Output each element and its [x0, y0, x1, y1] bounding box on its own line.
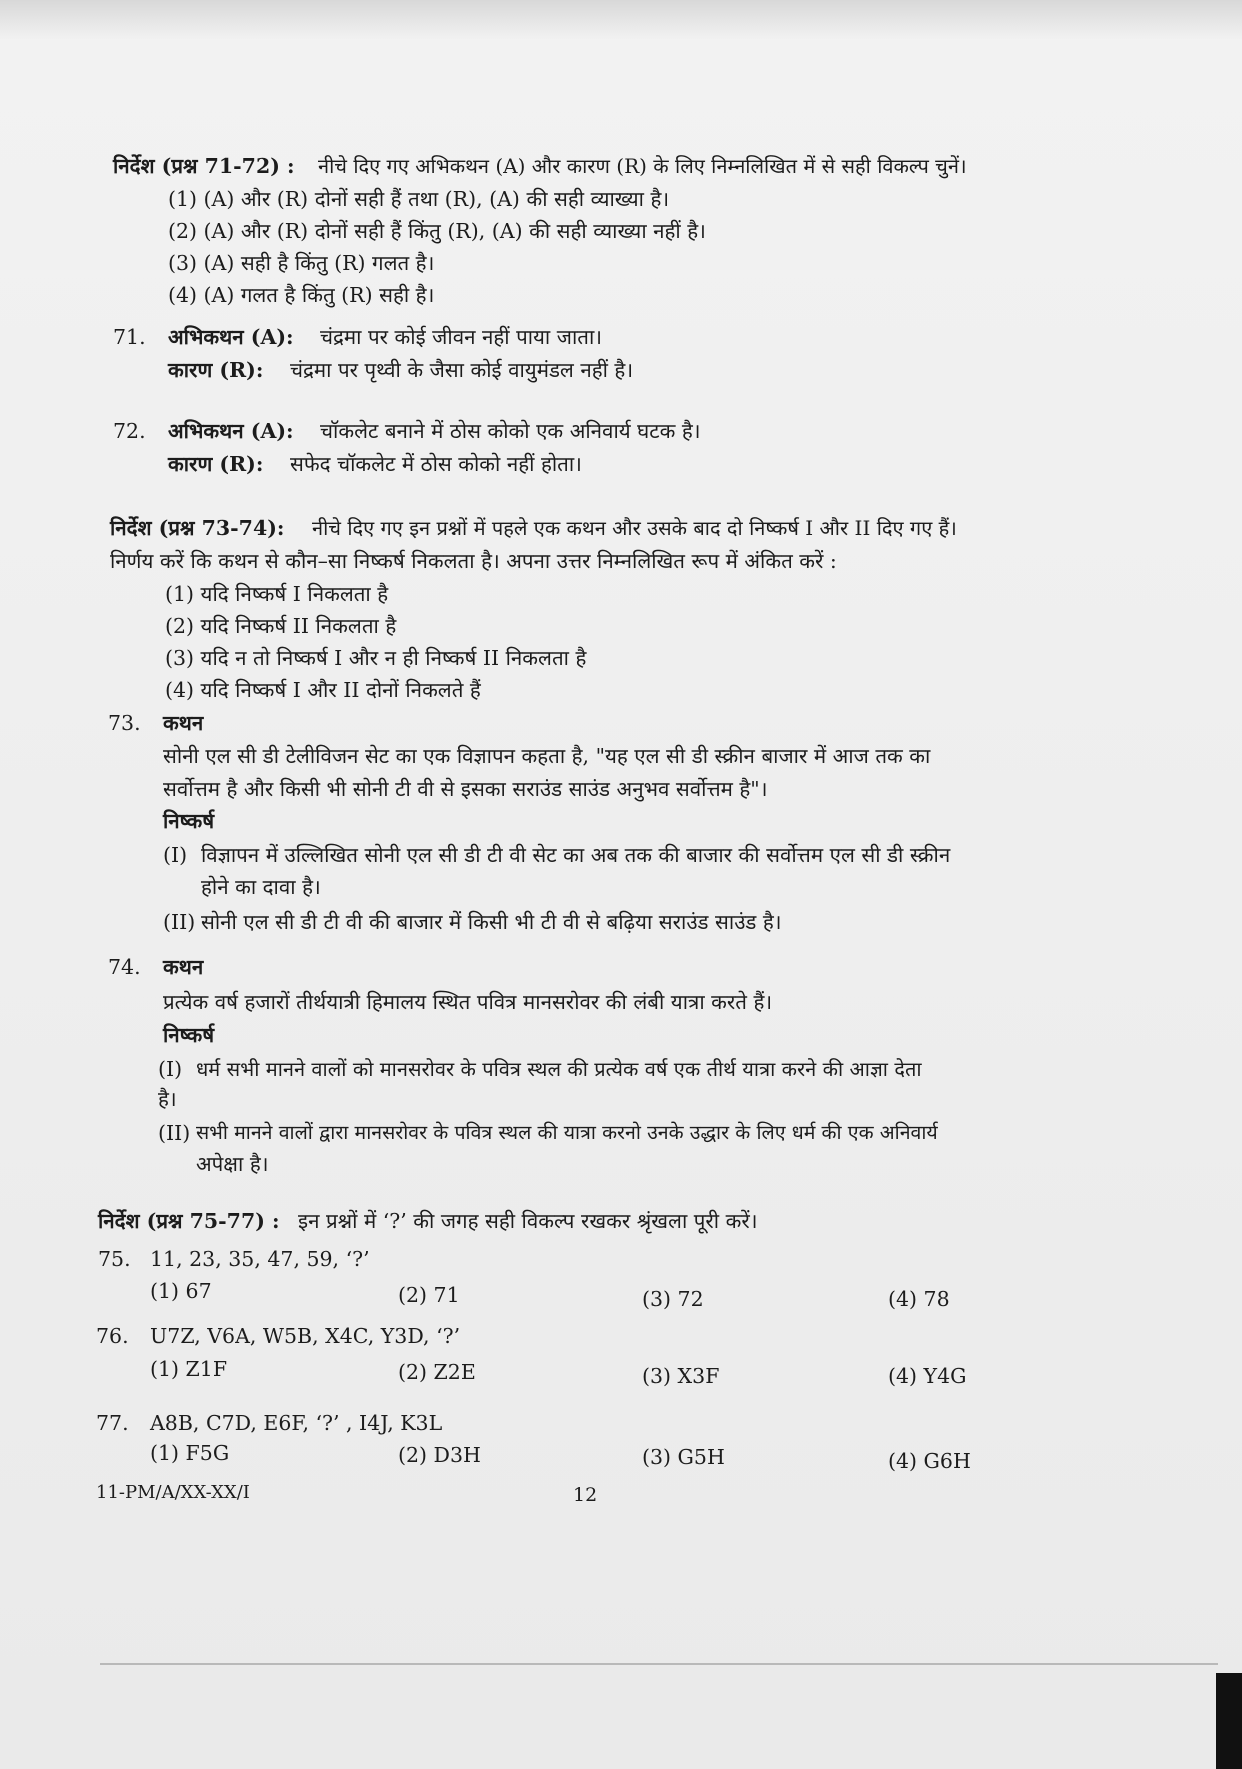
q76-option-3: (3) X3F [642, 1364, 720, 1388]
q71-reason-text: चंद्रमा पर पृथ्वी के जैसा कोई वायुमंडल नहीं है। [290, 358, 634, 382]
q76-option-2: (2) Z2E [398, 1360, 476, 1384]
q73-conclusion-1-line2: होने का दावा है। [201, 875, 321, 899]
q74-conclusion-1-number: (I) [158, 1057, 183, 1081]
q77-option-3: (3) G5H [642, 1445, 725, 1469]
q72-assertion-label: अभिकथन (A): [168, 419, 294, 443]
section1-text: नीचे दिए गए अभिकथन (A) और कारण (R) के लिए निम्नलिखित में से सही विकल्प चुनें। [318, 154, 967, 178]
section2-heading: निर्देश (प्रश्न 73-74): [110, 516, 285, 540]
bottom-divider [100, 1663, 1218, 1665]
section2-option-2: (2) यदि निष्कर्ष II निकलता है [165, 614, 397, 638]
q73-conclusion-2-number: (II) [163, 910, 196, 934]
scan-shadow [0, 0, 1242, 40]
q75-series: 11, 23, 35, 47, 59, ‘?’ [150, 1247, 370, 1271]
q72-reason-label: कारण (R): [168, 452, 264, 476]
q75-option-3: (3) 72 [642, 1287, 704, 1311]
q72-assertion-text: चॉकलेट बनाने में ठोस कोको एक अनिवार्य घटक है। [320, 419, 701, 443]
q71-assertion-label: अभिकथन (A): [168, 325, 294, 349]
section2-option-1: (1) यदि निष्कर्ष I निकलता है [165, 582, 389, 606]
footer-paper-code: 11-PM/A/XX-XX/I [96, 1482, 250, 1503]
q75-number: 75. [98, 1247, 131, 1271]
q76-option-1: (1) Z1F [150, 1357, 228, 1381]
q76-option-4: (4) Y4G [888, 1364, 967, 1388]
q74-conclusion-1-line1: धर्म सभी मानने वालों को मानसरोवर के पवित्र स्थल की प्रत्येक वर्ष एक तीर्थ यात्रा करने की आज्ञा देता [196, 1057, 922, 1081]
section2-option-4: (4) यदि निष्कर्ष I और II दोनों निकलते हैं [165, 678, 481, 702]
q75-option-4: (4) 78 [888, 1287, 950, 1311]
section1-option-3: (3) (A) सही है किंतु (R) गलत है। [168, 251, 435, 275]
q74-number: 74. [108, 955, 141, 979]
section2-line2: निर्णय करें कि कथन से कौन–सा निष्कर्ष निकलता है। अपना उत्तर निम्नलिखित रूप में अंकित करें : [110, 549, 837, 573]
q71-number: 71. [113, 325, 146, 349]
q74-conclusion-2-line1: सभी मानने वालों द्वारा मानसरोवर के पवित्र स्थल की यात्रा करनो उनके उद्धार के लिए धर्म की एक अनिवार्य [196, 1121, 938, 1144]
q71-reason-label: कारण (R): [168, 358, 264, 382]
q74-conclusion-label: निष्कर्ष [163, 1023, 215, 1047]
q73-statement-line2: सर्वोत्तम है और किसी भी सोनी टी वी से इसका सराउंड साउंड अनुभव सर्वोत्तम है"। [163, 777, 768, 801]
q77-option-2: (2) D3H [398, 1443, 481, 1467]
q73-conclusion-2-line1: सोनी एल सी डी टी वी की बाजार में किसी भी टी वी से बढ़िया सराउंड साउंड है। [201, 910, 782, 934]
q73-number: 73. [108, 711, 141, 735]
q74-conclusion-1-line2: है। [158, 1087, 177, 1111]
section2-option-3: (3) यदि न तो निष्कर्ष I और न ही निष्कर्ष II निकलता है [165, 646, 587, 670]
q73-conclusion-1-line1: विज्ञापन में उल्लिखित सोनी एल सी डी टी वी सेट का अब तक की बाजार की सर्वोत्तम एल सी डी स्क्रीन [201, 843, 951, 867]
scan-edge-mark [1216, 1673, 1242, 1769]
q72-reason-text: सफेद चॉकलेट में ठोस कोको नहीं होता। [290, 452, 582, 476]
section1-option-2: (2) (A) और (R) दोनों सही हैं किंतु (R), (A) की सही व्याख्या नहीं है। [168, 219, 706, 243]
q73-statement-line1: सोनी एल सी डी टेलीविजन सेट का एक विज्ञापन कहता है, "यह एल सी डी स्क्रीन बाजार में आज तक का [163, 744, 931, 768]
q73-conclusion-label: निष्कर्ष [163, 809, 215, 833]
section1-option-4: (4) (A) गलत है किंतु (R) सही है। [168, 283, 435, 307]
q77-option-1: (1) F5G [150, 1441, 230, 1465]
section3-text: इन प्रश्नों में ‘?’ की जगह सही विकल्प रखकर श्रृंखला पूरी करें। [298, 1209, 758, 1233]
q74-conclusion-2-number: (II) [158, 1121, 191, 1145]
footer-page-number: 12 [573, 1484, 598, 1506]
section1-option-1: (1) (A) और (R) दोनों सही हैं तथा (R), (A) की सही व्याख्या है। [168, 187, 670, 211]
q75-option-2: (2) 71 [398, 1283, 460, 1307]
q77-option-4: (4) G6H [888, 1449, 971, 1473]
q73-statement-label: कथन [163, 711, 204, 735]
q74-statement-label: कथन [163, 955, 204, 979]
section3-heading: निर्देश (प्रश्न 75-77) : [98, 1209, 280, 1233]
q74-conclusion-2-line2: अपेक्षा है। [196, 1152, 269, 1176]
q75-option-1: (1) 67 [150, 1279, 212, 1303]
section2-line1: नीचे दिए गए इन प्रश्नों में पहले एक कथन और उसके बाद दो निष्कर्ष I और II दिए गए हैं। [312, 516, 957, 540]
q73-conclusion-1-number: (I) [163, 843, 188, 867]
q74-statement-line1: प्रत्येक वर्ष हजारों तीर्थयात्री हिमालय स्थित पवित्र मानसरोवर की लंबी यात्रा करते हैं। [163, 990, 773, 1014]
q72-number: 72. [113, 419, 146, 443]
q71-assertion-text: चंद्रमा पर कोई जीवन नहीं पाया जाता। [320, 325, 603, 349]
section1-heading: निर्देश (प्रश्न 71-72) : [113, 154, 295, 178]
q76-number: 76. [96, 1324, 129, 1348]
q77-number: 77. [96, 1411, 129, 1435]
q77-series: A8B, C7D, E6F, ‘?’ , I4J, K3L [150, 1411, 443, 1435]
q76-series: U7Z, V6A, W5B, X4C, Y3D, ‘?’ [150, 1324, 461, 1348]
